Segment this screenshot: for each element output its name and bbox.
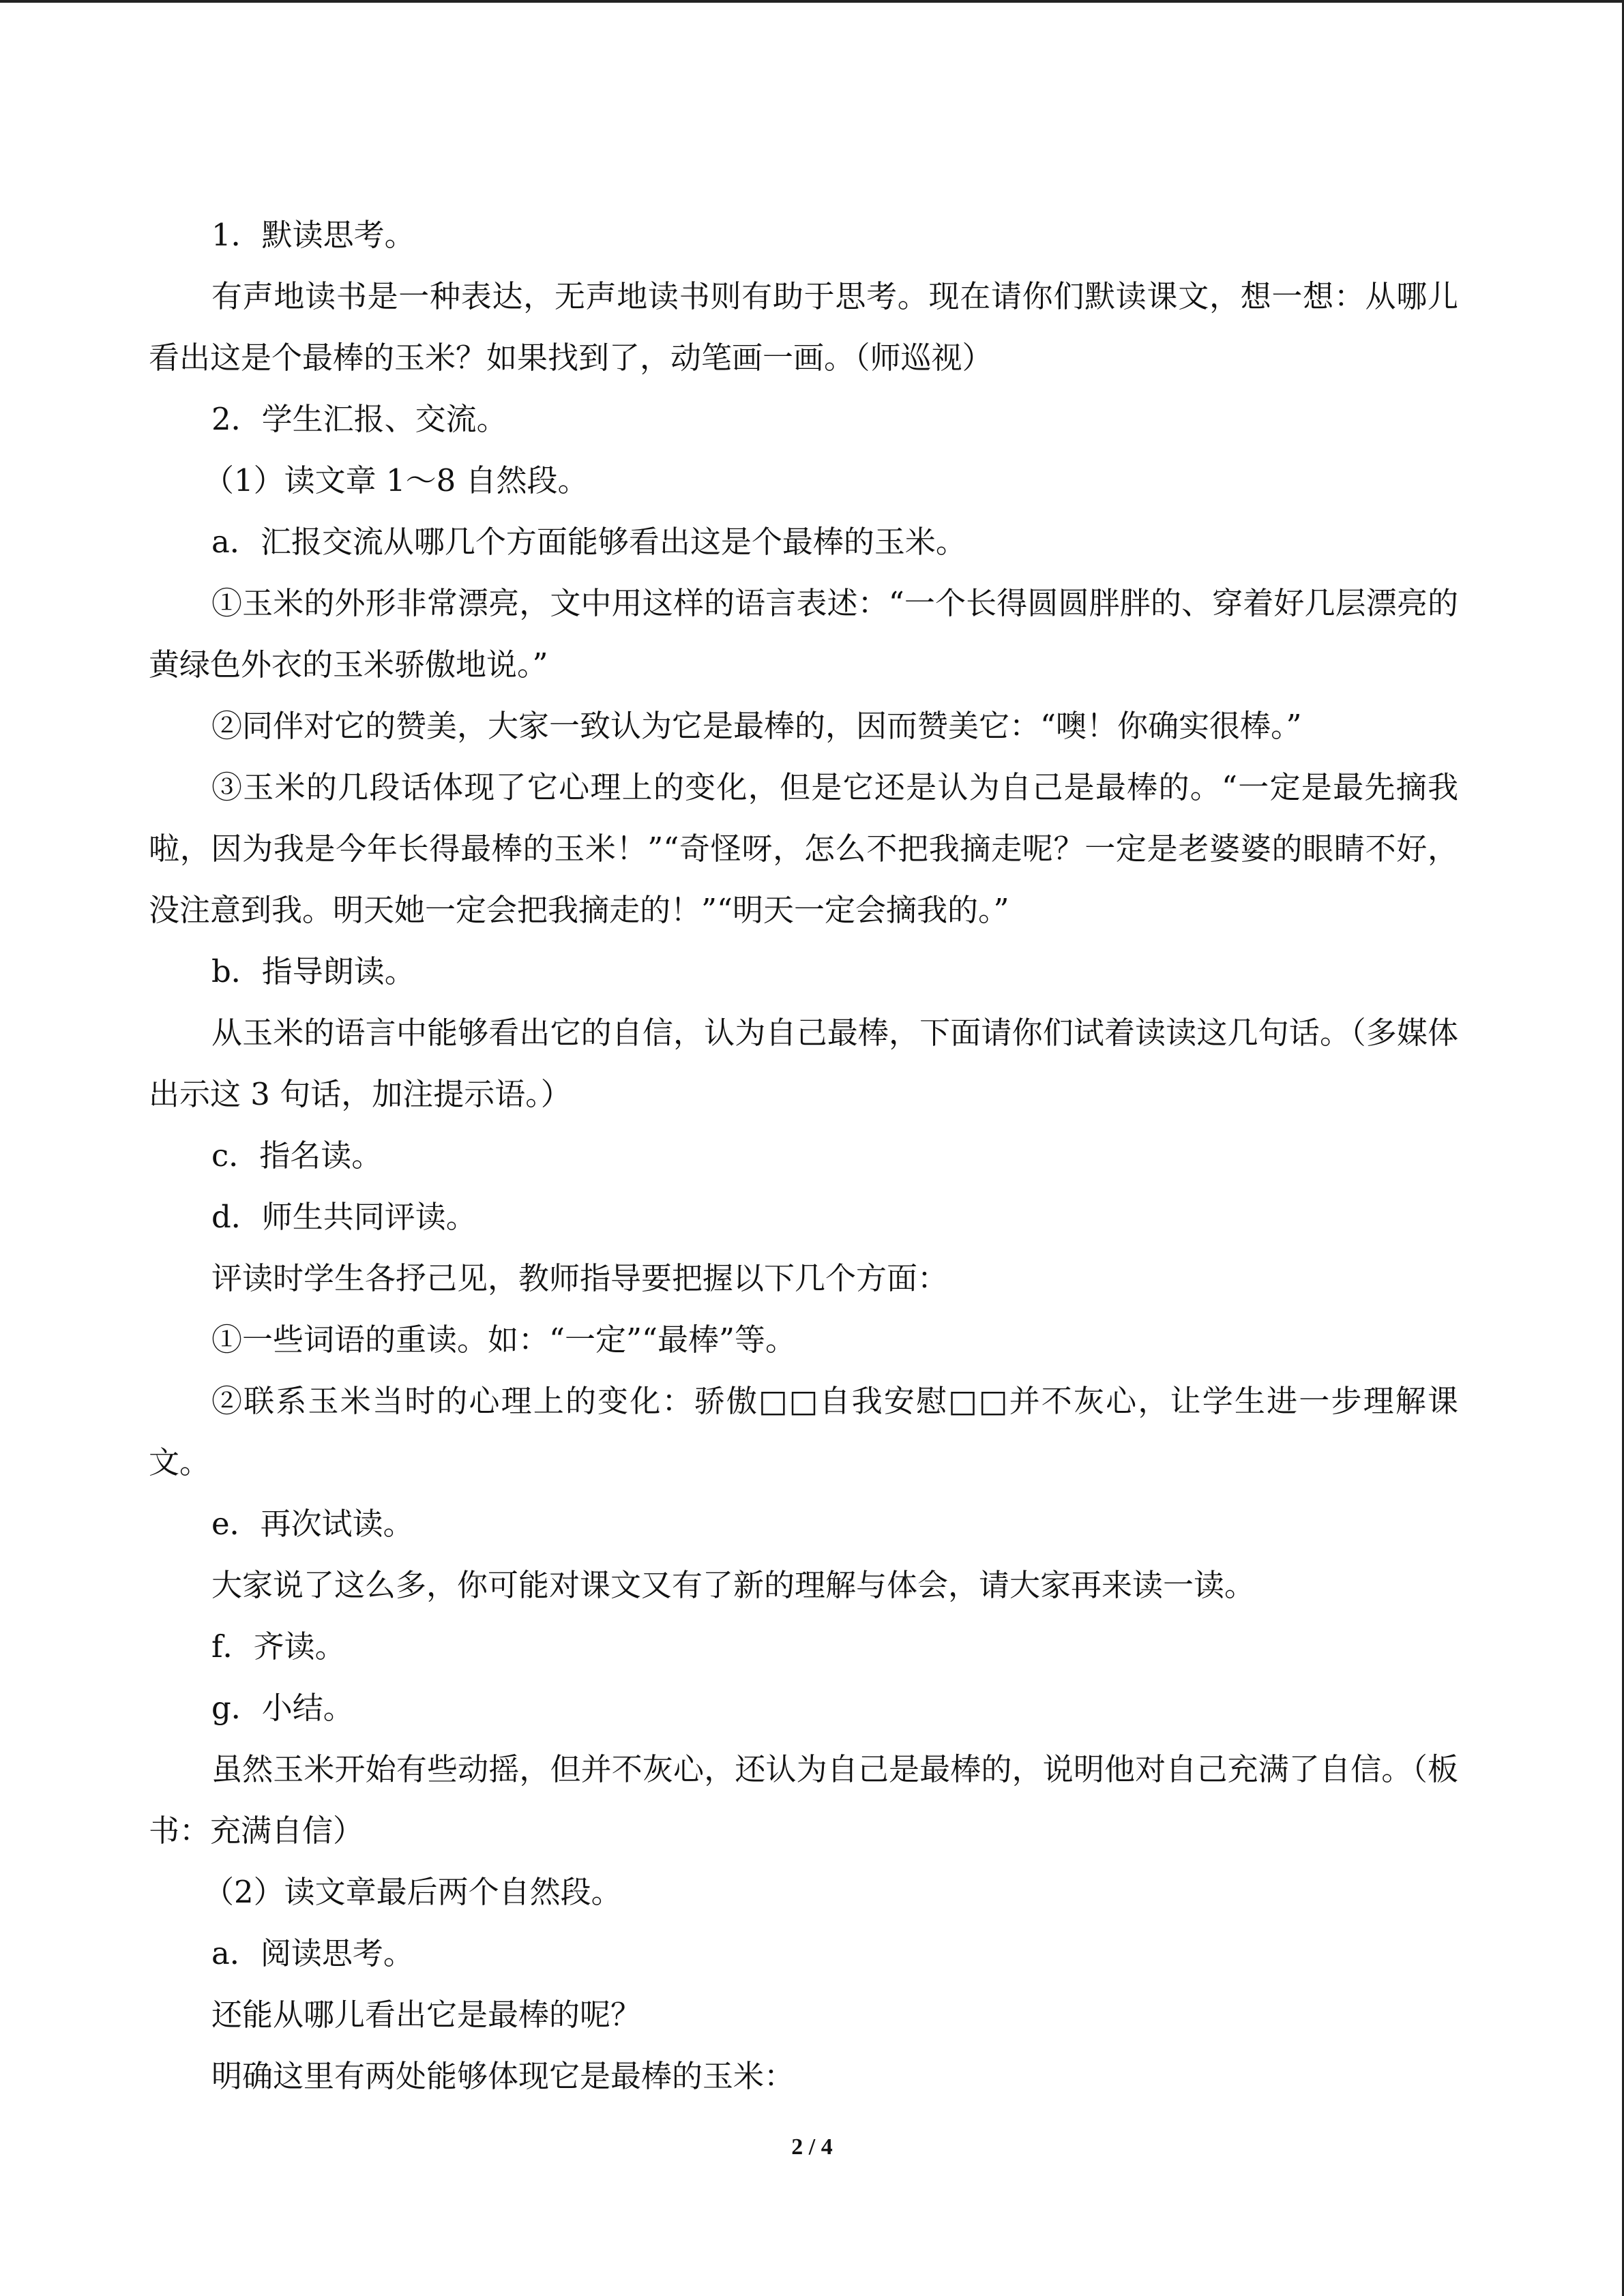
paragraph-13: 评读时学生各抒己见，教师指导要把握以下几个方面： — [211, 1260, 949, 1296]
paragraph-4: （1）读文章 1～8 自然段。 — [203, 462, 589, 498]
paragraph-21: （2）读文章最后两个自然段。 — [203, 1874, 622, 1910]
paragraph-24: 明确这里有两处能够体现它是最棒的玉米： — [211, 2058, 795, 2094]
paragraph-5: a．汇报交流从哪几个方面能够看出这是个最棒的玉米。 — [211, 524, 966, 560]
paragraph-22: a．阅读思考。 — [211, 1935, 414, 1971]
paragraph-9: b．指导朗读。 — [211, 953, 415, 989]
paragraph-7: ②同伴对它的赞美，大家一致认为它是最棒的，因而赞美它：“噢！你确实很棒。” — [211, 708, 1302, 744]
page-number: 2 / 4 — [791, 2134, 833, 2160]
document-body — [149, 205, 1458, 2107]
paragraph-1: 1．默读思考。 — [211, 217, 415, 253]
paragraph-18: f．齐读。 — [211, 1628, 346, 1665]
paragraph-11: c．指名读。 — [211, 1137, 383, 1174]
paragraph-17: 大家说了这么多，你可能对课文又有了新的理解与体会，请大家再来读一读。 — [211, 1567, 1256, 1603]
paragraph-3: 2．学生汇报、交流。 — [211, 401, 507, 437]
paragraph-10: 从玉米的语言中能够看出它的自信，认为自己最棒，下面请你们试着读读这几句话。（多媒体出示这 3 句话，加注提示语。） — [149, 1015, 1458, 1112]
paragraph-2: 有声地读书是一种表达，无声地读书则有助于思考。现在请你们默读课文，想一想：从哪儿看出这是个最棒的玉米？如果找到了，动笔画一画。（师巡视） — [149, 278, 1458, 376]
paragraph-20: 虽然玉米开始有些动摇，但并不灰心，还认为自己是最棒的，说明他对自己充满了自信。（板书：充满自信） — [149, 1751, 1458, 1849]
paragraph-16: e．再次试读。 — [211, 1506, 414, 1542]
paragraph-12: d．师生共同评读。 — [211, 1199, 477, 1235]
paragraph-14: ①一些词语的重读。如：“一定”“最棒”等。 — [211, 1322, 797, 1358]
paragraph-8: ③玉米的几段话体现了它心理上的变化，但是它还是认为自己是最棒的。“一定是最先摘我啦，因为我是今年长得最棒的玉米！”“奇怪呀，怎么不把我摘走呢？一定是老婆婆的眼睛不好，没注意到我。明天她一定会把我摘走的！”“明天一定会摘我的。” — [149, 769, 1458, 928]
paragraph-15: ②联系玉米当时的心理上的变化：骄傲□□自我安慰□□并不灰心，让学生进一步理解课文。 — [149, 1383, 1458, 1480]
paragraph-23: 还能从哪儿看出它是最棒的呢？ — [211, 1997, 642, 2033]
paragraph-19: g．小结。 — [211, 1690, 354, 1726]
top-border-line — [0, 0, 1624, 3]
paragraph-6: ①玉米的外形非常漂亮，文中用这样的语言表述：“一个长得圆圆胖胖的、穿着好几层漂亮的黄绿色外衣的玉米骄傲地说。” — [149, 585, 1458, 683]
